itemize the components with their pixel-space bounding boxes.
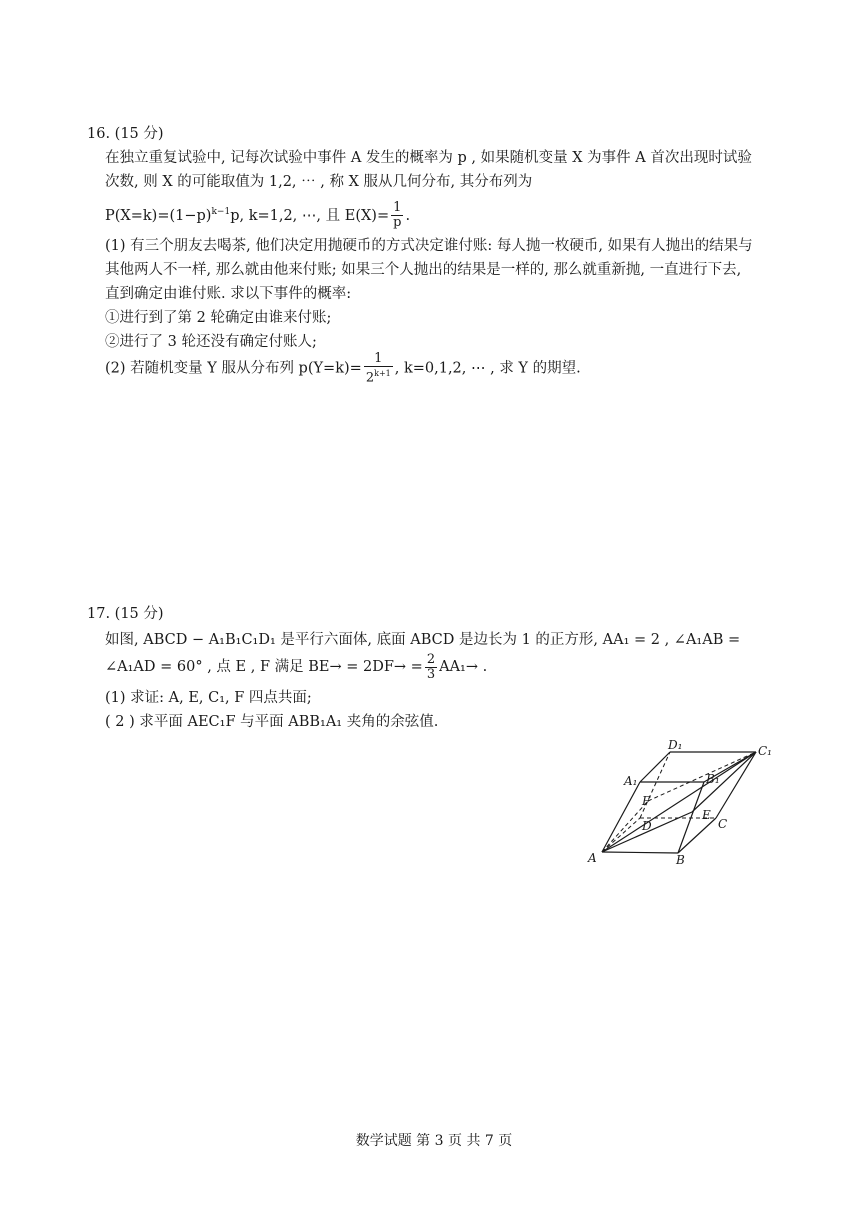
page-footer: 数学试题 第 3 页 共 7 页: [355, 1133, 513, 1149]
q16-item-1: ①进行到了第 2 轮确定由谁来付账;: [105, 310, 332, 326]
edge-ab: [602, 852, 678, 853]
q16-part2-prefix: (2) 若随机变量 Y 服从分布列 p(Y=k)=: [105, 360, 362, 377]
q16-text-line-1: 在独立重复试验中, 记每次试验中事件 A 发生的概率为 p , 如果随机变量 X 为事件 A 首次出现时试验: [105, 150, 752, 166]
segment-fc1-hidden: [648, 752, 756, 801]
q17-line2-prefix: ∠A₁AD = 60° , 点 E , F 满足 BE→ = 2DF→ =: [105, 659, 423, 675]
fraction-denominator-base: 2: [365, 370, 375, 386]
fraction-numerator: 2: [426, 651, 436, 667]
q16-part1-line-2: 其他两人不一样, 那么就由他来付账; 如果三个人抛出的结果是一样的, 那么就重新抛, 一直进行下去,: [105, 262, 742, 278]
label-e: E: [702, 808, 711, 822]
q17-text-line-1: 如图, ABCD − A₁B₁C₁D₁ 是平行六面体, 底面 ABCD 是边长为 1 的正方形, AA₁ = 2 , ∠A₁AB =: [105, 632, 741, 648]
q16-text-line-2: 次数, 则 X 的可能取值为 1,2, ⋯ , 称 X 服从几何分布, 其分布列为: [105, 174, 533, 190]
q16-header: 16. (15 分): [87, 126, 164, 142]
edge-a1d1: [640, 752, 670, 782]
edge-bc: [678, 818, 716, 853]
edge-c1c: [716, 752, 756, 818]
label-b: B: [676, 853, 685, 867]
q16-formula-prefix: P(X=k)=(1−p): [105, 207, 212, 224]
label-a: A: [588, 851, 597, 865]
parallelepiped-figure: [580, 735, 790, 870]
fraction-numerator: 1: [364, 352, 393, 367]
fraction-numerator: 1: [391, 201, 403, 216]
q16-formula-fraction: [391, 201, 403, 230]
label-c: C: [718, 817, 728, 831]
label-d1: D₁: [668, 738, 683, 752]
segment-ac1: [602, 752, 756, 852]
q16-item-2: ②进行了 3 轮还没有确定付账人;: [105, 334, 317, 350]
q16-part1-line-1: (1) 有三个朋友去喝茶, 他们决定用抛硬币的方式决定谁付账: 每人抛一枚硬币, 如果有人抛出的结果与: [105, 238, 753, 254]
edge-dd1-hidden: [640, 752, 670, 818]
q16-formula-exponent: k−1: [211, 207, 231, 217]
edge-ad-hidden: [602, 818, 640, 852]
q17-header: 17. (15 分): [87, 606, 164, 622]
label-d: D: [642, 819, 652, 833]
q16-part1-line-3: 直到确定由谁付账. 求以下事件的概率:: [105, 286, 352, 302]
label-f: F: [642, 794, 651, 808]
edge-aa1: [602, 782, 640, 852]
q17-line2-fraction: [425, 653, 437, 682]
q16-formula-mid: p, k=1,2, ⋯, 且 E(X)=: [230, 207, 390, 224]
label-c1: C₁: [758, 744, 772, 758]
fraction-denominator-exponent: k+1: [374, 369, 391, 378]
q16-part2: [105, 352, 581, 385]
q17-line2-suffix: AA₁→ .: [439, 659, 488, 675]
fraction-denominator: p: [393, 215, 402, 231]
label-a1: A₁: [624, 774, 638, 788]
q16-part2-suffix: , k=0,1,2, ⋯ , 求 Y 的期望.: [394, 360, 581, 377]
q17-part2: ( 2 ) 求平面 AEC₁F 与平面 ABB₁A₁ 夹角的余弦值.: [105, 714, 439, 730]
q17-part1: (1) 求证: A, E, C₁, F 四点共面;: [105, 690, 312, 706]
q16-part2-fraction: [364, 352, 393, 385]
fraction-denominator: 3: [426, 666, 436, 682]
q16-formula: [105, 198, 410, 230]
q17-text-line-2: [105, 652, 487, 682]
label-b1: B₁: [706, 772, 720, 786]
fraction-denominator: [364, 367, 393, 385]
q16-formula-end: .: [405, 207, 411, 224]
